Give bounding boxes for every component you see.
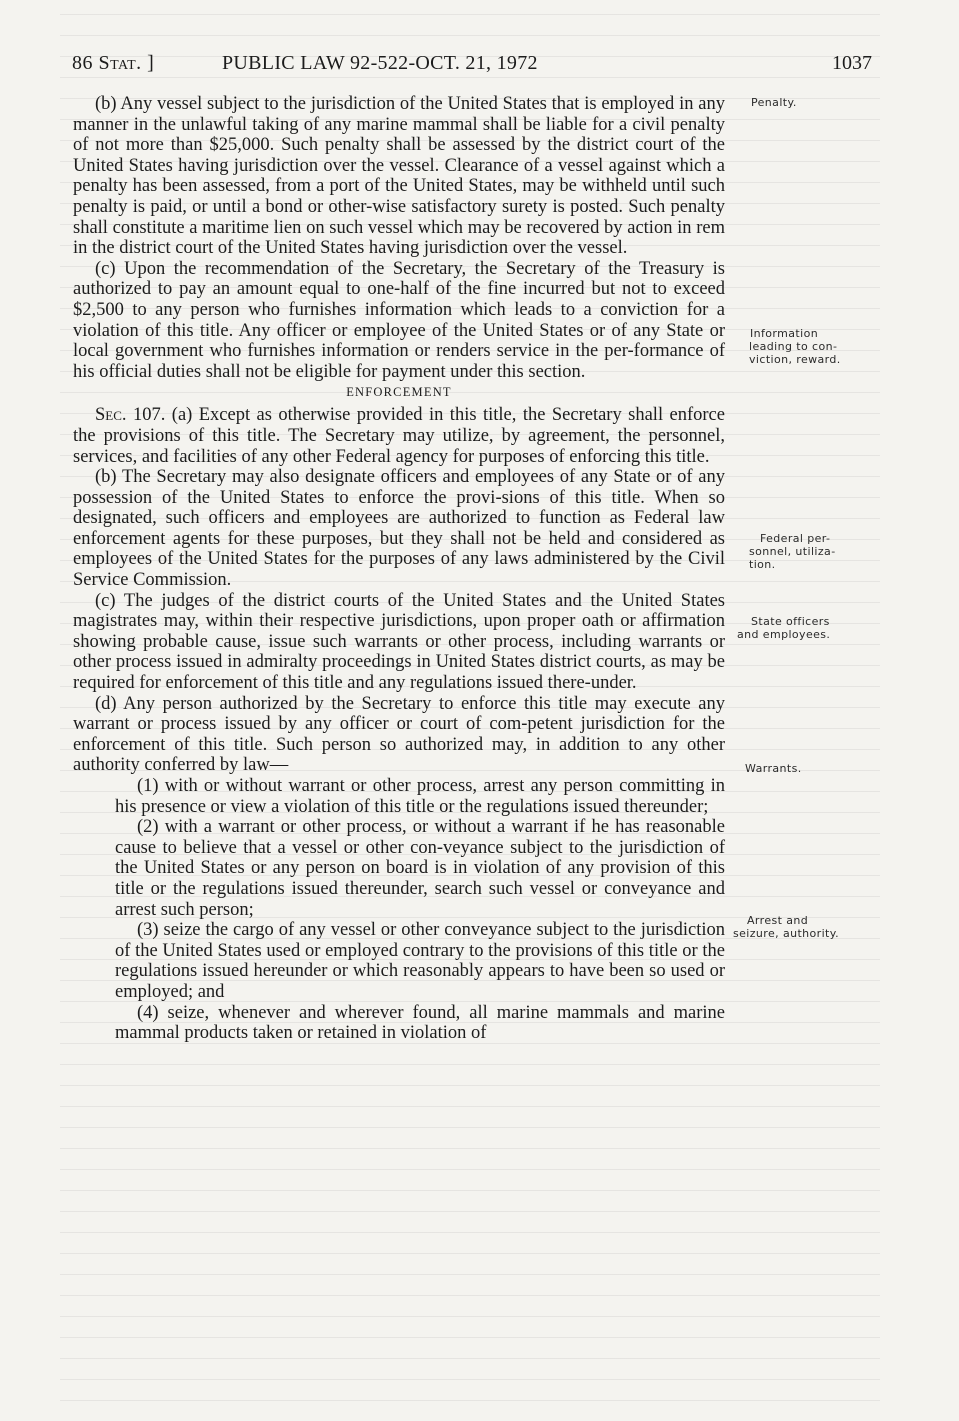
section-107-d: (d) Any person authorized by the Secretary to enforce this title may execute any warrant or process issued by any officer or court of com-petent jurisdiction for the enforcement of this title. Such person so authorized may, in addition to any other authority conferred by law— [73,693,725,776]
section-label: Sec. 107. [95,405,166,426]
paragraph-c-reward: (c) Upon the recommendation of the Secretary, the Secretary of the Treasury is authorized to pay an amount equal to one-half of the fine incurred but not to exceed $2,500 to any person who furnishes information which leads to a conviction for a violation of this title. Any officer or employee of the United States or of any State or local government who furnishes information or renders service in the per-formance of his official duties shall not be eligible for payment under this section. [73,258,725,382]
section-heading-enforcement: ENFORCEMENT [346,385,452,400]
margin-note-warrants [745,762,802,775]
header-volume: 86 Stat. ] [72,52,155,74]
margin-note-line: Federal per- [760,532,831,545]
margin-note-line: Information [750,327,819,340]
margin-note-state-officers [737,615,830,641]
section-107-c: (c) The judges of the district courts of the United States and the United States magistrates may, within their respective jurisdictions, upon proper oath or affirmation showing probable cause, issue such warrants or other process, including warrants or other process issued in admiralty proceedings in United States district courts, as may be required for enforcement of this title and any regulations issued there-under. [73,590,725,694]
margin-note-penalty [751,96,797,109]
section-107-d-item-4: (4) seize, whenever and wherever found, all marine mammals and marine mammal products taken or retained in violation of [115,1002,725,1044]
margin-note-line: and employees. [737,628,831,641]
header-page-number: 1037 [832,52,872,74]
header-title: PUBLIC LAW 92-522-OCT. 21, 1972 [222,52,538,74]
margin-note-line: State officers [751,615,830,628]
section-107-b: (b) The Secretary may also designate officers and employees of any State or of any possession of the United States to enforce the provi-sions of this title. When so designated, such officers and employees are authorized to function as Federal law enforcement agents for these purposes, but they shall not be held and considered as employees of the United States for the purposes of any laws administered by the Civil Service Commission. [73,467,725,591]
margin-note-line: sonnel, utiliza- [749,545,836,558]
margin-note-line: Arrest and [747,914,809,927]
paragraph-b-vessel-penalty: (b) Any vessel subject to the jurisdiction of the United States that is employed in any manner in the unlawful taking of any marine mammal shall be liable for a civil penalty of not more than $25,000. Such penalty shall be assessed by the district court of the United States having jurisdiction over the vessel. Clearance of a vessel against which a penalty has been assessed, from a port of the United States, may be withheld until such penalty is paid, or until a bond or other-wise satisfactory surety is posted. Such penalty shall constitute a maritime lien on such vessel which may be recovered by action in rem in the district court of the United States having jurisdiction over the vessel. [73,94,725,259]
margin-note-information [749,327,841,366]
margin-note-line: tion. [749,558,776,571]
section-107-d-item-3: (3) seize the cargo of any vessel or other conveyance subject to the jurisdiction of the United States used or employed contrary to the provisions of this title or the regulations issued hereunder or which reasonably appears to have been so used or employed; and [115,920,725,1002]
section-107-a [73,405,725,467]
section-107-d-item-1: (1) with or without warrant or other process, arrest any person committing in his presence or view a violation of this title or the regulations issued thereunder; [115,776,725,817]
margin-note-line: seizure, authority. [733,927,839,940]
margin-note-line: Penalty. [751,96,797,109]
margin-note-line: Warrants. [745,762,802,775]
body-text [73,94,725,1044]
section-107-a-text: (a) Except as otherwise provided in this title, the Secretary shall enforce the provisions of this title. The Secretary may utilize, by agreement, the personnel, services, and facilities of any other Federal agency for purposes of enforcing this title. [73,405,725,467]
margin-note-line: viction, reward. [749,353,841,366]
margin-note-line: leading to con- [749,340,838,353]
page-header [72,52,872,78]
section-107-d-item-2: (2) with a warrant or other process, or without a warrant if he has reasonable cause to believe that a vessel or other con-veyance subject to the jurisdiction of the United States or any person on board is in violation of any provision of this title or the regulations issued thereunder, search such vessel or conveyance and arrest such person; [115,817,725,920]
margin-note-federal-personnel [749,532,836,571]
margin-note-arrest-seizure [733,914,839,940]
